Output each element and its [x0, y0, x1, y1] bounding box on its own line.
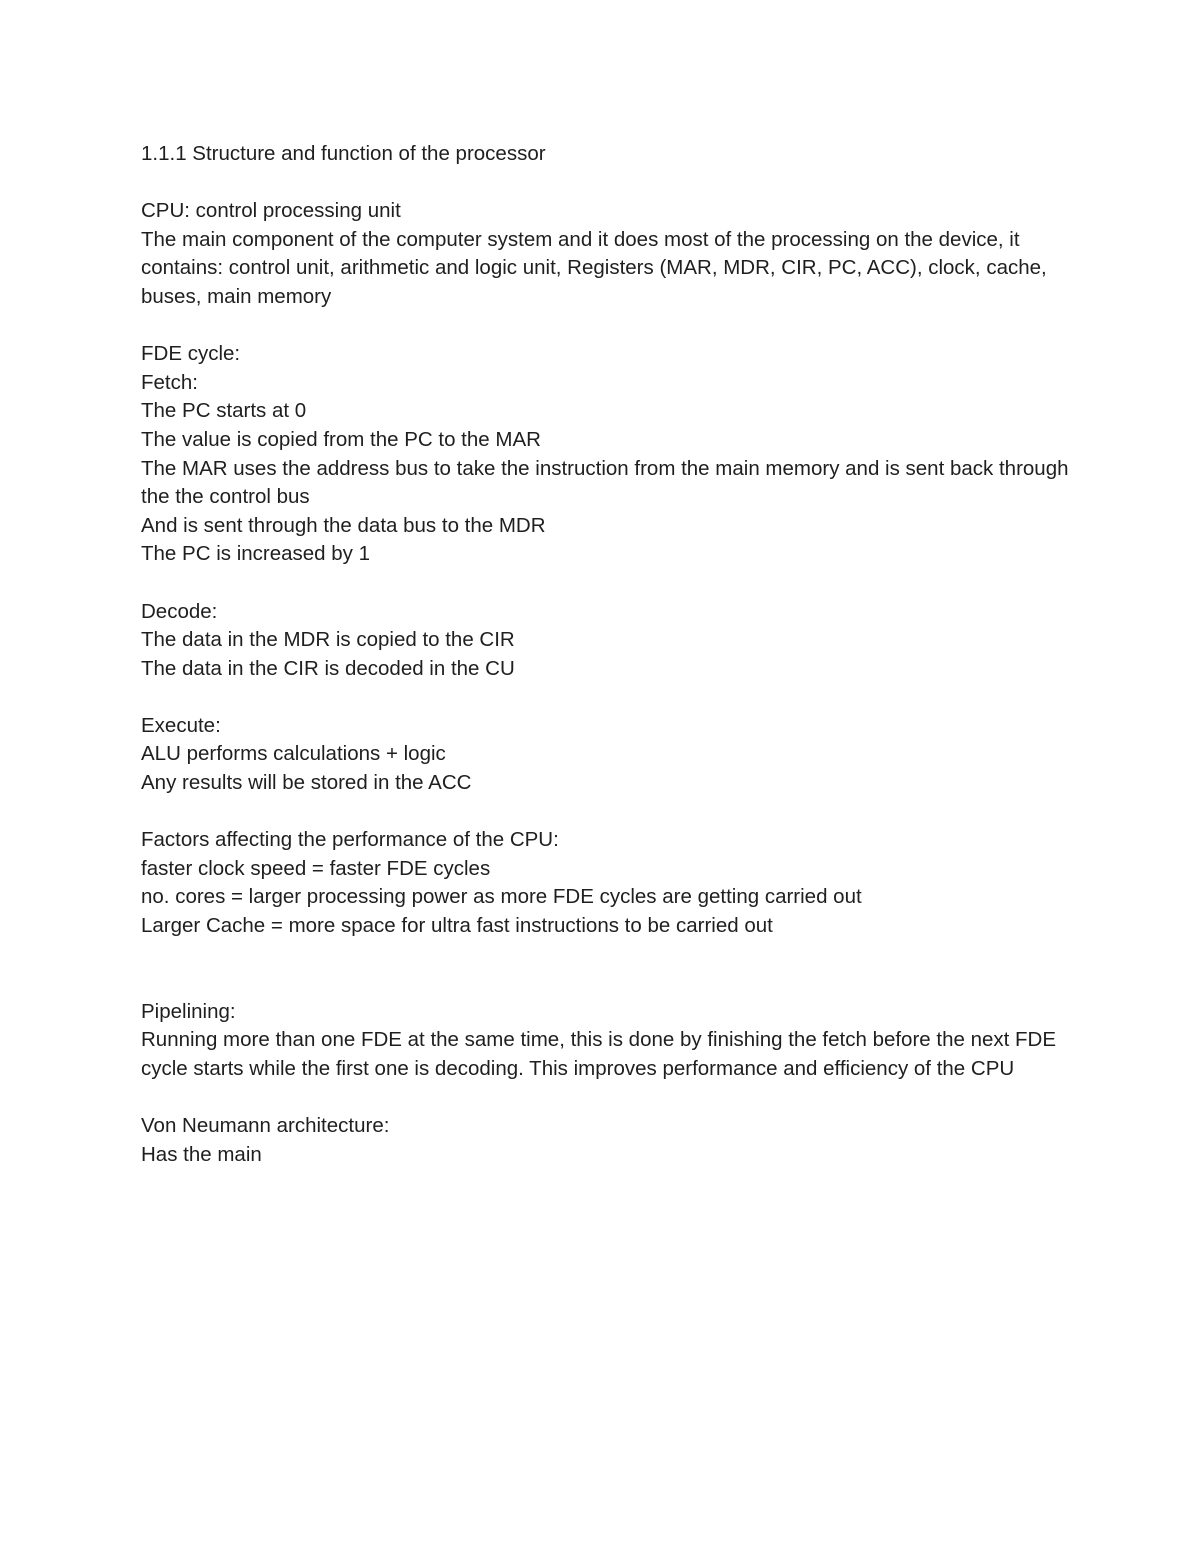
cpu-heading: CPU: control processing unit [141, 199, 401, 223]
blank-line [141, 169, 1071, 198]
factors-heading: Factors affecting the performance of the CPU: [141, 828, 559, 852]
blank-line [141, 569, 1071, 598]
fde-heading: FDE cycle: [141, 342, 241, 366]
decode-line: The data in the MDR is copied to the CIR [141, 628, 515, 652]
pipelining-description: Running more than one FDE at the same time, this is done by finishing the fetch before the next FDE cycle starts while the first one is decoding. This improves performance and efficiency of the CPU [141, 1028, 1062, 1080]
execute-heading: Execute: [141, 713, 221, 737]
blank-line [141, 683, 1071, 712]
fetch-heading: Fetch: [141, 370, 198, 394]
factor-line: no. cores = larger processing power as more FDE cycles are getting carried out [141, 885, 862, 909]
cpu-description: The main component of the computer system and it does most of the processing on the device, it contains: control unit, arithmetic and logic unit, Registers (MAR, MDR, CIR, PC, ACC), clock, cache, buses, main memory [141, 227, 1053, 308]
von-neumann-description: Has the main [141, 1142, 262, 1166]
fetch-line: The value is copied from the PC to the MAR [141, 427, 541, 451]
blank-line [141, 1084, 1071, 1113]
pipelining-heading: Pipelining: [141, 999, 236, 1023]
document-title: 1.1.1 Structure and function of the processor [141, 142, 546, 165]
execute-line: Any results will be stored in the ACC [141, 771, 472, 795]
blank-line [141, 941, 1071, 970]
blank-line [141, 798, 1071, 827]
factor-line: Larger Cache = more space for ultra fast instructions to be carried out [141, 914, 773, 938]
execute-line: ALU performs calculations + logic [141, 742, 446, 766]
document-body [141, 140, 1075, 1169]
fetch-line: The PC is increased by 1 [141, 542, 371, 566]
blank-line [141, 312, 1071, 341]
blank-line [141, 969, 1071, 998]
factor-line: faster clock speed = faster FDE cycles [141, 856, 491, 880]
decode-line: The data in the CIR is decoded in the CU [141, 656, 515, 680]
fetch-line: The PC starts at 0 [141, 399, 307, 423]
fetch-line: And is sent through the data bus to the MDR [141, 513, 546, 537]
decode-heading: Decode: [141, 599, 218, 623]
fetch-line: The MAR uses the address bus to take the instruction from the main memory and is sent back through the the control bus [141, 456, 1075, 509]
von-neumann-heading: Von Neumann architecture: [141, 1114, 390, 1138]
